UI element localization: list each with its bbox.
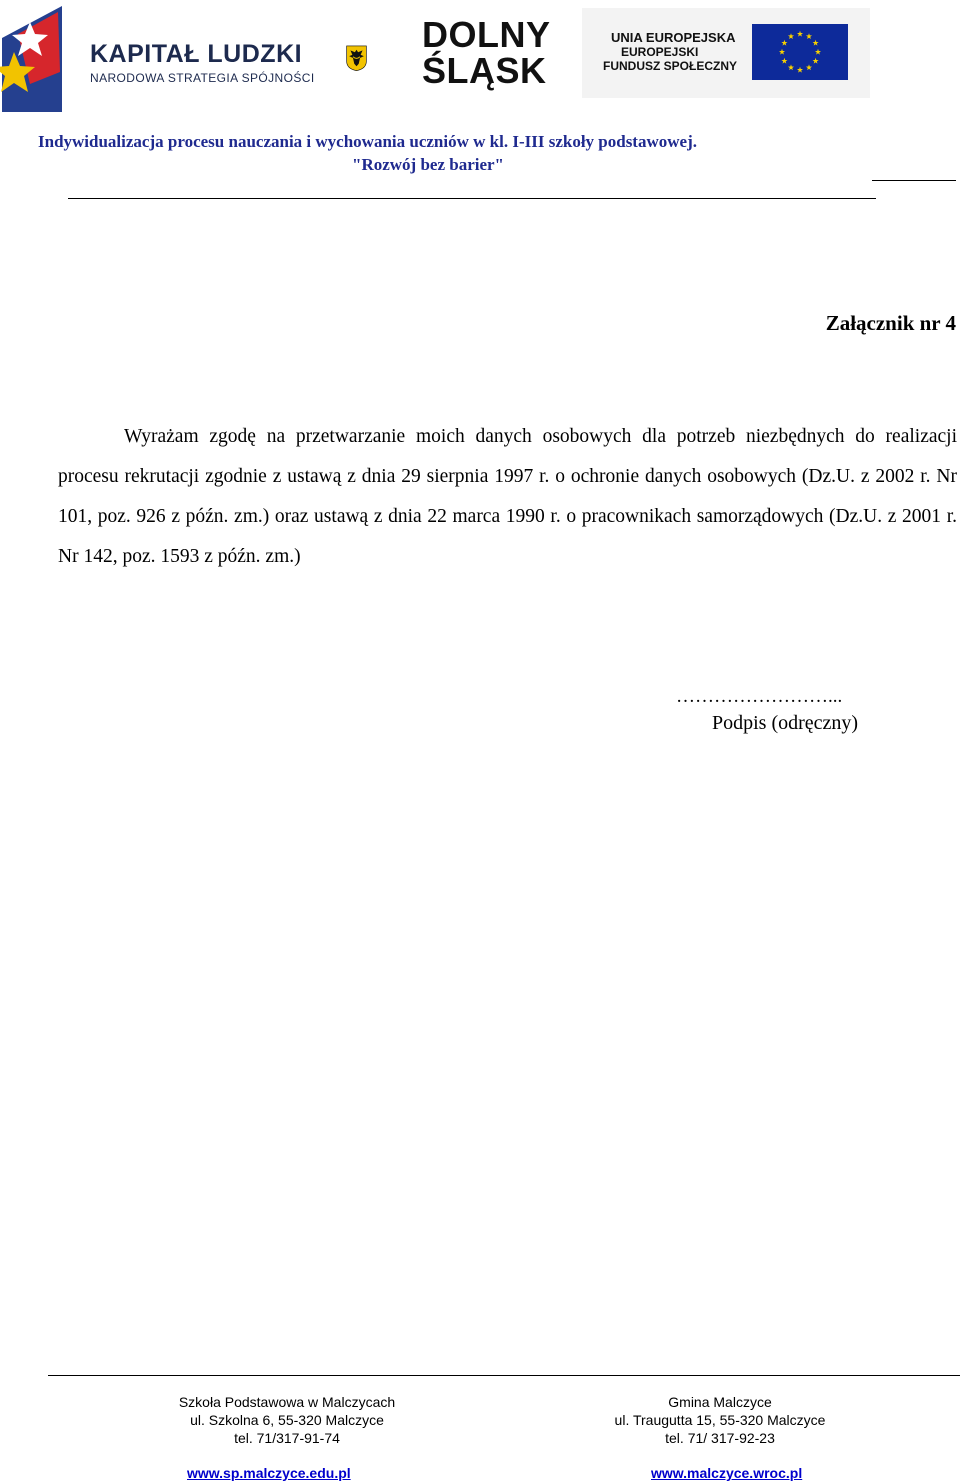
ue-line2: EUROPEJSKI (621, 45, 699, 59)
header-rule (68, 198, 876, 199)
footer-municipality-info (570, 1393, 870, 1447)
kapital-ludzki-subtitle: NARODOWA STRATEGIA SPÓJNOŚCI (90, 71, 315, 85)
dolny-slask-coat-of-arms (346, 18, 416, 98)
footer-school-phone: tel. 71/317-91-74 (234, 1430, 340, 1446)
municipality-website-link[interactable]: www.malczyce.wroc.pl (651, 1465, 803, 1481)
header-rule-short (872, 180, 956, 181)
ue-line1: UNIA EUROPEJSKA (611, 30, 736, 45)
kapital-ludzki-title: KAPITAŁ LUDZKI (90, 40, 303, 68)
eu-flag-icon (752, 24, 848, 80)
footer-rule (48, 1375, 960, 1376)
dolny-slask-line1: DOLNY (422, 14, 551, 55)
dolny-slask-line2: ŚLĄSK (422, 50, 547, 91)
signature-line: ……………………... (676, 686, 843, 707)
attachment-label: Załącznik nr 4 (825, 311, 956, 335)
footer-municipality-phone: tel. 71/ 317-92-23 (665, 1430, 775, 1446)
project-motto: "Rozwój bez barier" (352, 155, 504, 174)
footer-school-info (137, 1393, 437, 1447)
signature-label: Podpis (odręczny) (712, 712, 859, 734)
consent-paragraph: Wyrażam zgodę na przetwarzanie moich danych osobowych dla potrzeb niezbędnych do realizacji procesu rekrutacji zgodnie z ustawą z dnia 29 sierpnia 1997 r. o ochronie danych osobowych (Dz.U. z 2002 r. Nr 101, poz. 926 z późn. zm.) oraz ustawą z dnia 22 marca 1990 r. o pracownikach samorządowych (Dz.U. z 2001 r. Nr 142, poz. 1593 z późn. zm.) (58, 426, 957, 567)
footer-municipality-name: Gmina Malczyce (668, 1394, 772, 1410)
footer-school-address: ul. Szkolna 6, 55-320 Malczyce (190, 1412, 384, 1428)
footer-school-name: Szkoła Podstawowa w Malczycach (178, 1394, 396, 1410)
ue-line3: FUNDUSZ SPOŁECZNY (603, 59, 738, 73)
project-title: Indywidualizacja procesu nauczania i wychowania uczniów w kl. I-III szkoły podstawowej. (38, 132, 697, 151)
footer-municipality-address: ul. Traugutta 15, 55-320 Malczyce (614, 1412, 826, 1428)
school-website-link[interactable]: www.sp.malczyce.edu.pl (187, 1465, 351, 1481)
